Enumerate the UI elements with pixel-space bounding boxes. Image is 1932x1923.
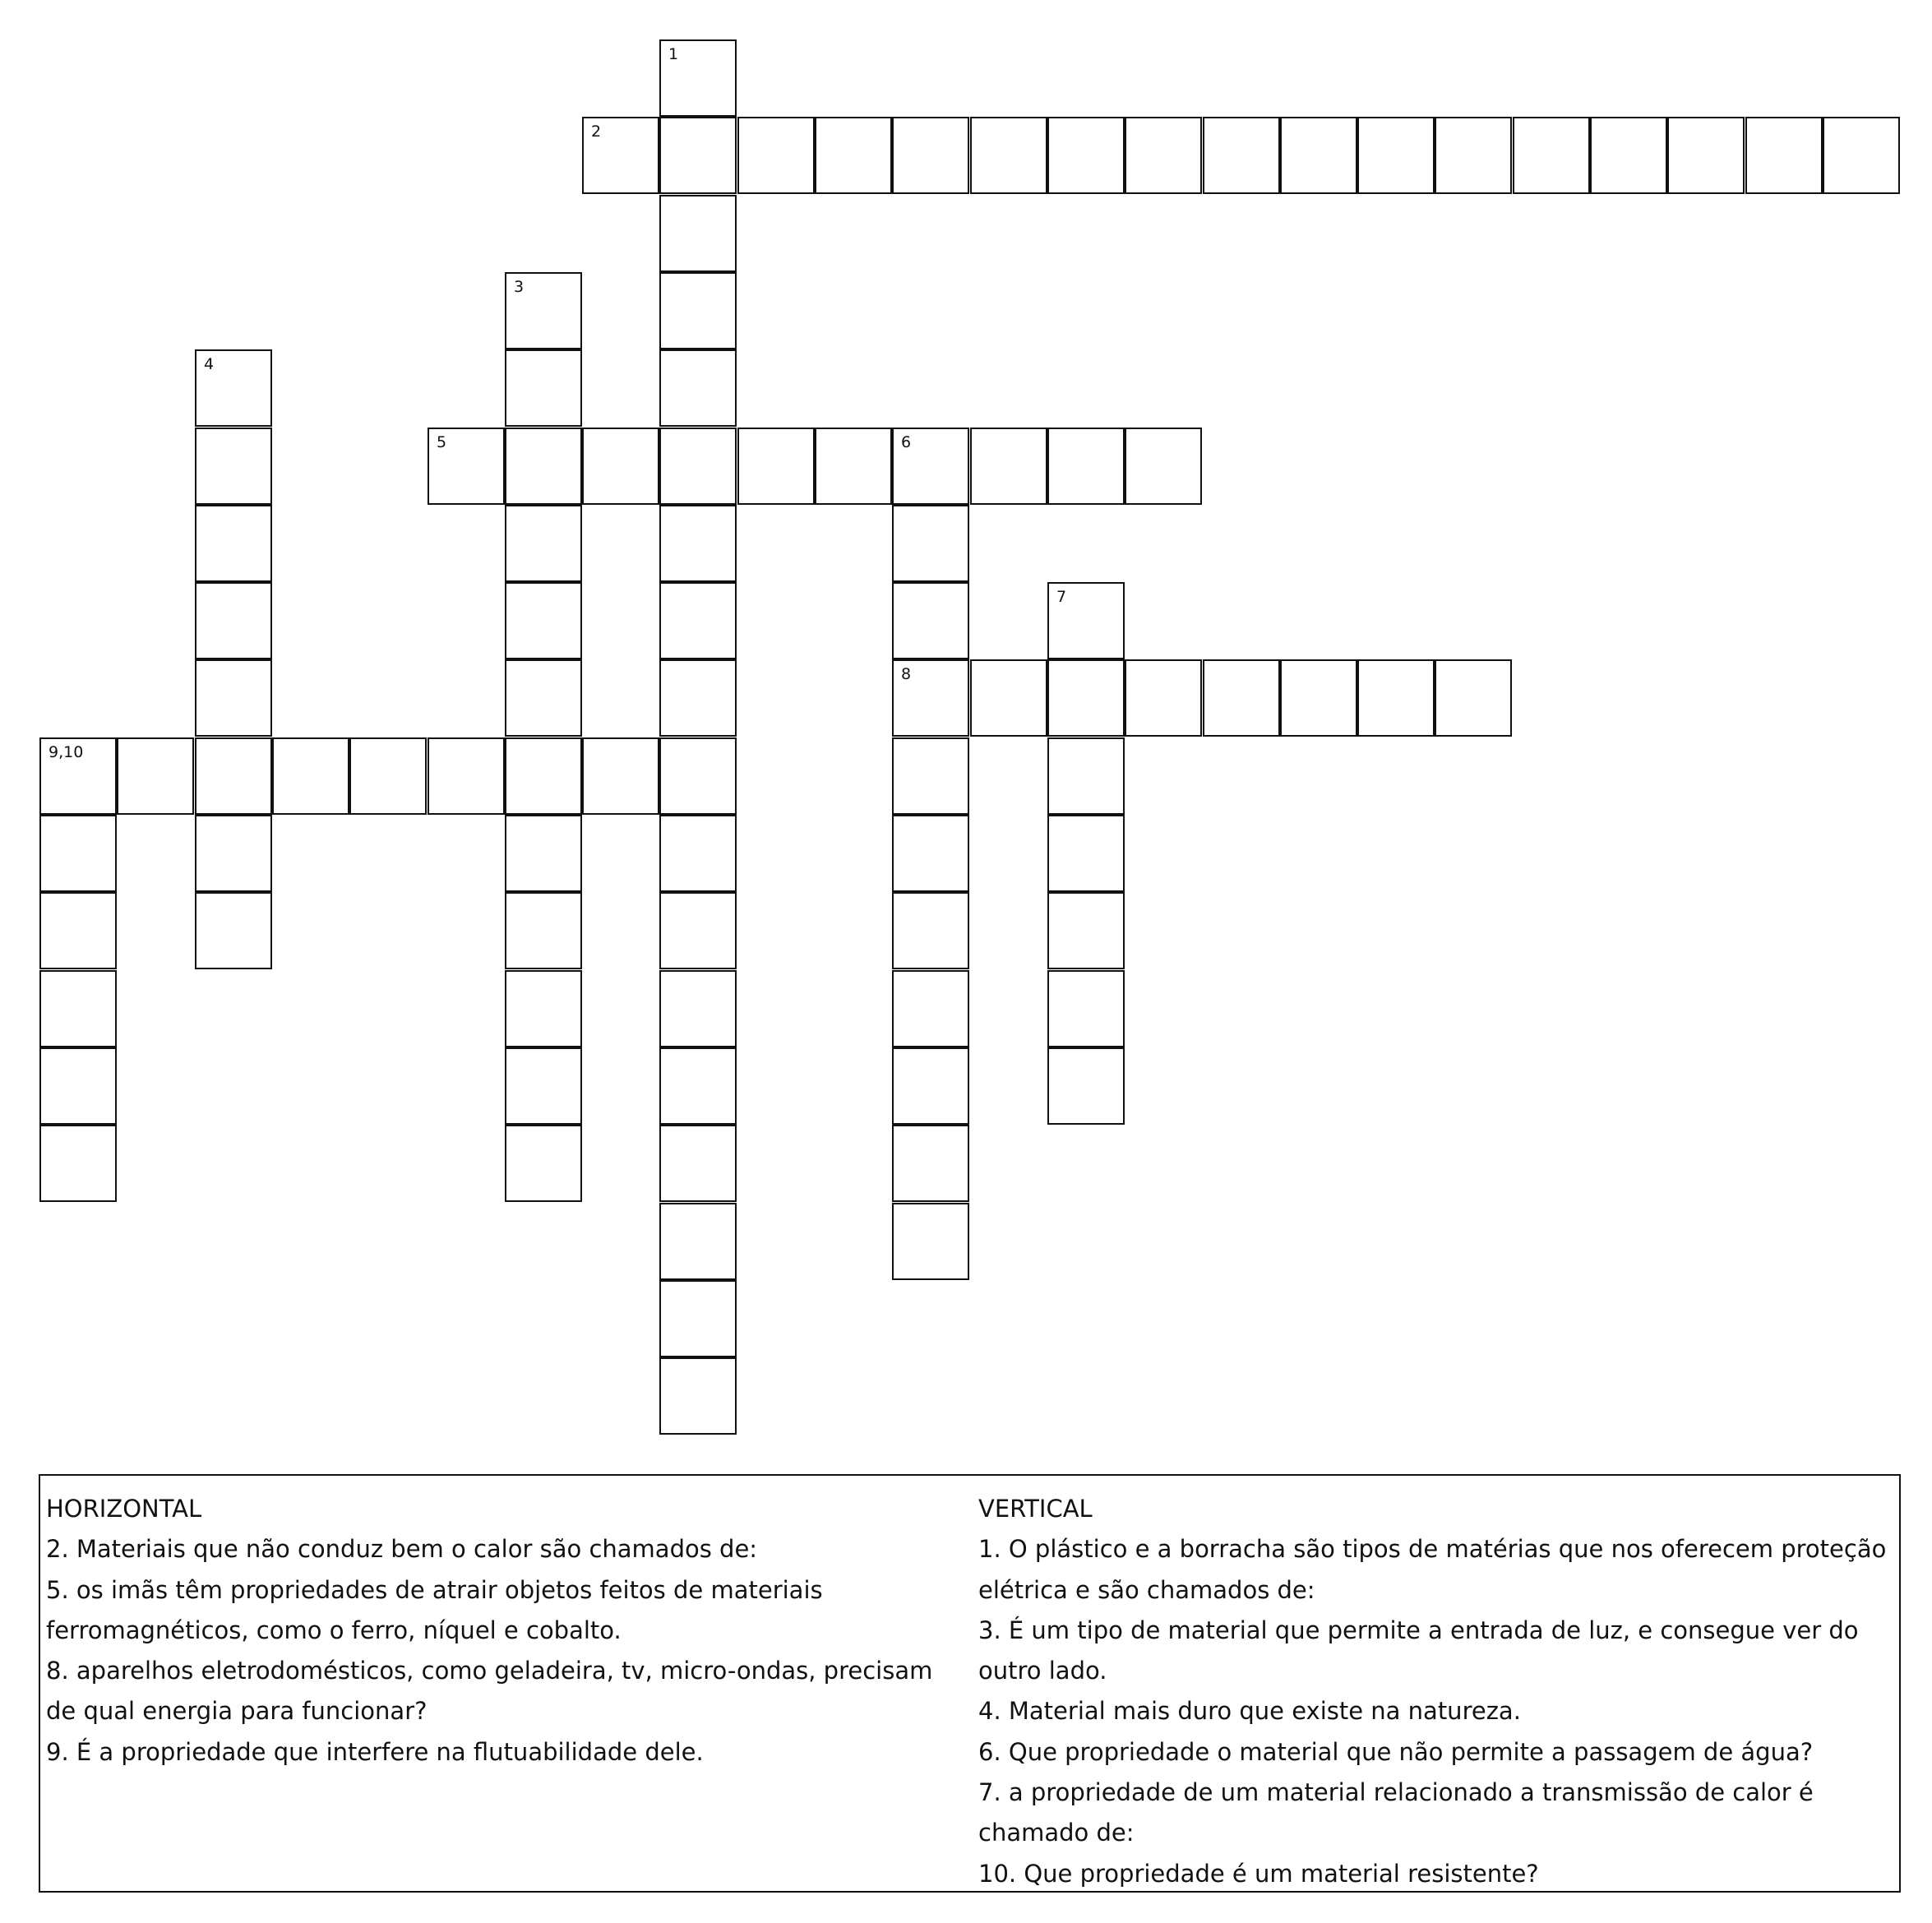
crossword-cell[interactable] bbox=[659, 195, 737, 272]
crossword-cell[interactable] bbox=[1047, 815, 1125, 892]
crossword-cell[interactable] bbox=[272, 737, 349, 815]
horizontal-clues bbox=[46, 1489, 967, 1773]
clue-5: 5. os imãs têm propriedades de atrair objetos feitos de materiais ferromagnéticos, como o ferro, níquel e cobalto. bbox=[46, 1575, 823, 1644]
crossword-cell[interactable] bbox=[659, 349, 737, 427]
crossword-cell[interactable] bbox=[1435, 117, 1512, 194]
crossword-cell[interactable] bbox=[195, 892, 272, 969]
crossword-cell[interactable] bbox=[195, 582, 272, 659]
crossword-cell[interactable] bbox=[428, 428, 505, 505]
crossword-cell[interactable] bbox=[1125, 117, 1202, 194]
crossword-cell[interactable] bbox=[195, 428, 272, 505]
crossword-cell[interactable] bbox=[195, 737, 272, 815]
crossword-cell[interactable] bbox=[1047, 737, 1125, 815]
clue-4: 4. Material mais duro que existe na natureza. bbox=[978, 1697, 1521, 1726]
crossword-cell[interactable] bbox=[1203, 659, 1280, 737]
crossword-cell[interactable] bbox=[659, 815, 737, 892]
crossword-cell[interactable] bbox=[505, 892, 582, 969]
crossword-cell[interactable] bbox=[1047, 659, 1125, 737]
crossword-cell[interactable] bbox=[892, 815, 969, 892]
crossword-cell[interactable] bbox=[505, 582, 582, 659]
crossword-cell[interactable] bbox=[39, 970, 117, 1047]
crossword-cell[interactable] bbox=[659, 39, 737, 117]
crossword-cell[interactable] bbox=[505, 815, 582, 892]
crossword-cell[interactable] bbox=[659, 428, 737, 505]
vertical-title: VERTICAL bbox=[978, 1495, 1093, 1523]
crossword-cell[interactable] bbox=[505, 428, 582, 505]
crossword-cell[interactable] bbox=[582, 117, 659, 194]
crossword-cell[interactable] bbox=[1047, 582, 1125, 659]
clue-number: 1 bbox=[668, 45, 679, 63]
crossword-cell[interactable] bbox=[1435, 659, 1512, 737]
clue-number: 2 bbox=[591, 122, 602, 141]
clue-8: 8. aparelhos eletrodomésticos, como geladeira, tv, micro-ondas, precisam de qual energia para funcionar? bbox=[46, 1657, 933, 1726]
crossword-cell[interactable] bbox=[659, 659, 737, 737]
crossword-cell[interactable] bbox=[195, 815, 272, 892]
crossword-cell[interactable] bbox=[815, 117, 892, 194]
crossword-cell[interactable] bbox=[892, 428, 969, 505]
crossword-cell[interactable] bbox=[892, 1125, 969, 1202]
crossword-cell[interactable] bbox=[659, 892, 737, 969]
crossword-cell[interactable] bbox=[970, 117, 1047, 194]
crossword-cell[interactable] bbox=[505, 272, 582, 349]
crossword-cell[interactable] bbox=[892, 582, 969, 659]
crossword-cell[interactable] bbox=[1745, 117, 1823, 194]
crossword-cell[interactable] bbox=[892, 970, 969, 1047]
crossword-cell[interactable] bbox=[970, 659, 1047, 737]
clue-number: 8 bbox=[901, 665, 912, 683]
crossword-cell[interactable] bbox=[505, 349, 582, 427]
crossword-cell[interactable] bbox=[1280, 117, 1357, 194]
crossword-cell[interactable] bbox=[892, 505, 969, 582]
clue-number: 7 bbox=[1056, 588, 1067, 606]
crossword-cell[interactable] bbox=[1357, 117, 1435, 194]
clue-3: 3. É um tipo de material que permite a entrada de luz, e consegue ver do outro lado. bbox=[978, 1616, 1859, 1685]
crossword-cell[interactable] bbox=[428, 737, 505, 815]
crossword-cell[interactable] bbox=[39, 1047, 117, 1125]
clue-number: 9,10 bbox=[49, 743, 84, 761]
crossword-cell[interactable] bbox=[892, 659, 969, 737]
crossword-cell[interactable] bbox=[1047, 1047, 1125, 1125]
vertical-clues bbox=[978, 1489, 1901, 1894]
crossword-cell[interactable] bbox=[1047, 892, 1125, 969]
crossword-cell[interactable] bbox=[970, 428, 1047, 505]
crossword-cell[interactable] bbox=[659, 1357, 737, 1435]
crossword-cell[interactable] bbox=[659, 1047, 737, 1125]
clues-box bbox=[39, 1474, 1901, 1893]
crossword-cell[interactable] bbox=[892, 1047, 969, 1125]
crossword-cell[interactable] bbox=[39, 892, 117, 969]
crossword-cell[interactable] bbox=[39, 737, 117, 815]
crossword-cell[interactable] bbox=[659, 272, 737, 349]
crossword-cell[interactable] bbox=[505, 505, 582, 582]
crossword-cell[interactable] bbox=[1667, 117, 1745, 194]
crossword-cell[interactable] bbox=[505, 659, 582, 737]
clue-7: 7. a propriedade de um material relacionado a transmissão de calor é chamado de: bbox=[978, 1778, 1814, 1847]
crossword-cell[interactable] bbox=[505, 970, 582, 1047]
crossword-cell[interactable] bbox=[195, 505, 272, 582]
crossword-cell[interactable] bbox=[505, 737, 582, 815]
clue-number: 4 bbox=[204, 355, 215, 373]
crossword-cell[interactable] bbox=[1513, 117, 1590, 194]
crossword-cell[interactable] bbox=[1125, 428, 1202, 505]
crossword-cell[interactable] bbox=[892, 117, 969, 194]
crossword-cell[interactable] bbox=[892, 1203, 969, 1280]
crossword-cell[interactable] bbox=[1047, 117, 1125, 194]
clue-2: 2. Materiais que não conduz bem o calor são chamados de: bbox=[46, 1535, 758, 1564]
crossword-cell[interactable] bbox=[505, 1047, 582, 1125]
horizontal-title: HORIZONTAL bbox=[46, 1495, 202, 1523]
crossword-cell[interactable] bbox=[1203, 117, 1280, 194]
crossword-cell[interactable] bbox=[39, 1125, 117, 1202]
clue-10: 10. Que propriedade é um material resistente? bbox=[978, 1859, 1539, 1888]
clue-6: 6. Que propriedade o material que não permite a passagem de água? bbox=[978, 1737, 1814, 1766]
crossword-cell[interactable] bbox=[659, 117, 737, 194]
crossword-cell[interactable] bbox=[195, 659, 272, 737]
crossword-cell[interactable] bbox=[117, 737, 194, 815]
crossword-cell[interactable] bbox=[892, 737, 969, 815]
clue-number: 6 bbox=[901, 433, 912, 451]
crossword-cell[interactable] bbox=[659, 1125, 737, 1202]
crossword-cell[interactable] bbox=[1357, 659, 1435, 737]
crossword-cell[interactable] bbox=[1125, 659, 1202, 737]
crossword-cell[interactable] bbox=[349, 737, 427, 815]
crossword-cell[interactable] bbox=[39, 815, 117, 892]
crossword-cell[interactable] bbox=[505, 1125, 582, 1202]
crossword-cell[interactable] bbox=[892, 892, 969, 969]
crossword-cell[interactable] bbox=[659, 1280, 737, 1357]
clue-1: 1. O plástico e a borracha são tipos de matérias que nos oferecem proteção elétrica e são chamados de: bbox=[978, 1535, 1887, 1604]
crossword-cell[interactable] bbox=[659, 1203, 737, 1280]
crossword-cell[interactable] bbox=[737, 117, 815, 194]
crossword-cell[interactable] bbox=[1047, 970, 1125, 1047]
crossword-cell[interactable] bbox=[195, 349, 272, 427]
crossword-cell[interactable] bbox=[815, 428, 892, 505]
crossword-cell[interactable] bbox=[1047, 428, 1125, 505]
crossword-cell[interactable] bbox=[1823, 117, 1900, 194]
crossword-cell[interactable] bbox=[737, 428, 815, 505]
crossword-cell[interactable] bbox=[659, 505, 737, 582]
crossword-cell[interactable] bbox=[659, 737, 737, 815]
clue-9: 9. É a propriedade que interfere na flutuabilidade dele. bbox=[46, 1737, 704, 1766]
crossword-cell[interactable] bbox=[659, 970, 737, 1047]
clue-number: 3 bbox=[514, 278, 525, 296]
clue-number: 5 bbox=[437, 433, 447, 451]
crossword-cell[interactable] bbox=[1280, 659, 1357, 737]
crossword-cell[interactable] bbox=[659, 582, 737, 659]
crossword-cell[interactable] bbox=[582, 428, 659, 505]
crossword-cell[interactable] bbox=[1590, 117, 1667, 194]
crossword-cell[interactable] bbox=[582, 737, 659, 815]
